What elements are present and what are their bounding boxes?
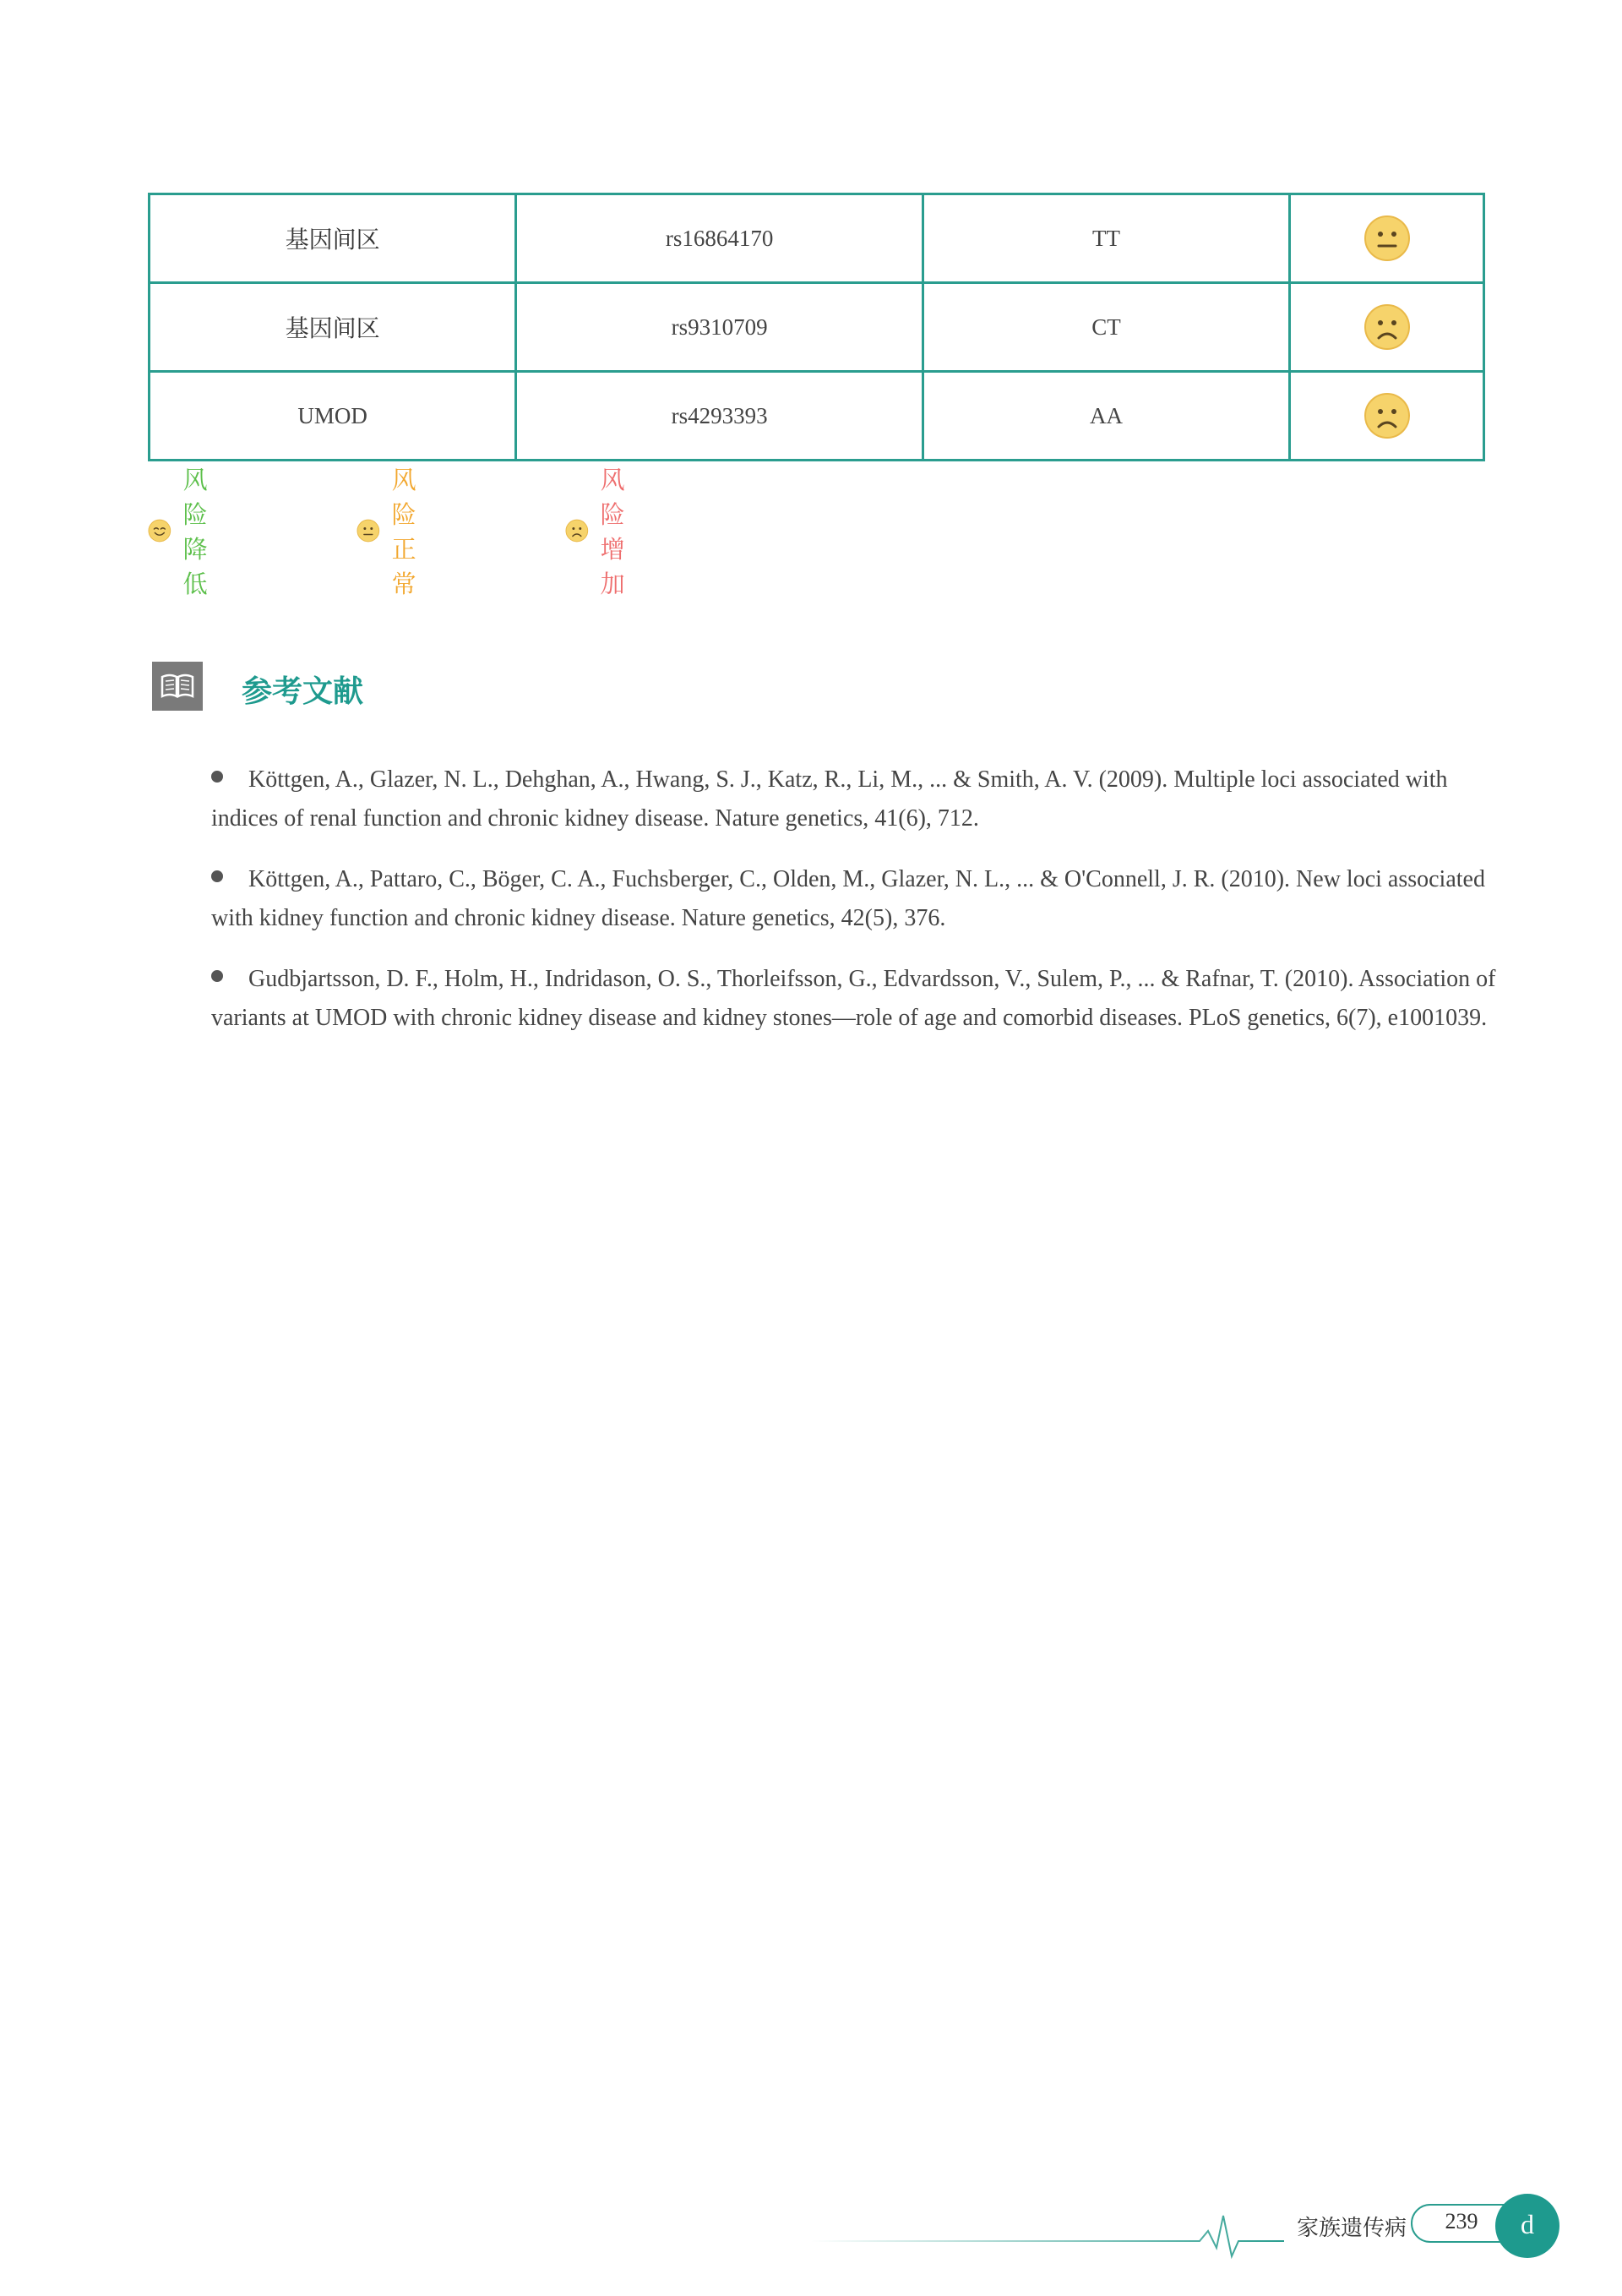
legend-label: 风险正常 <box>391 466 416 598</box>
legend-item-decreased <box>148 466 231 598</box>
legend-item-increased <box>565 466 649 598</box>
snp-cell: rs9310709 <box>516 283 923 372</box>
section-title: 参考文献 <box>242 674 364 709</box>
list-item <box>211 960 1504 1038</box>
page-number: 239 <box>1445 2209 1478 2233</box>
bullet-icon <box>211 970 223 982</box>
snp-cell: rs16864170 <box>516 194 923 283</box>
reference-list <box>211 761 1504 1060</box>
risk-cell <box>1290 194 1484 283</box>
risk-cell <box>1290 372 1484 461</box>
genotype-cell: CT <box>923 283 1289 372</box>
table-row <box>150 194 1484 283</box>
table-row <box>150 283 1484 372</box>
genotype-cell: TT <box>923 194 1289 283</box>
footer-section-name: 家族遗传病 <box>1297 2216 1407 2241</box>
list-item <box>211 761 1504 838</box>
bullet-icon <box>211 771 223 783</box>
sad-face-icon <box>565 507 589 554</box>
gene-cell: 基因间区 <box>150 194 516 283</box>
neutral-face-icon <box>1363 215 1411 262</box>
gene-cell: UMOD <box>150 372 516 461</box>
gene-cell: 基因间区 <box>150 283 516 372</box>
genotype-cell: AA <box>923 372 1289 461</box>
sad-face-icon <box>1363 392 1411 439</box>
reference-text: Gudbjartsson, D. F., Holm, H., Indridason, O. S., Thorleifsson, G., Edvardsson, V., Sulem, P., ... & Rafnar, T. (2010). Association of variants at UMOD with chronic kidney disease and kidney stones—role of age and comorbid diseases. PLoS genetics, 6(7), e1001039. <box>211 966 1496 1031</box>
sad-face-icon <box>1363 303 1411 351</box>
reference-text: Köttgen, A., Glazer, N. L., Dehghan, A., Hwang, S. J., Katz, R., Li, M., ... & Smith, A. V. (2009). Multiple loci associated with indices of renal function and chronic kidney disease. Nature genetics, 41(6), 712. <box>211 766 1448 832</box>
smiling-face-icon <box>148 507 171 554</box>
gene-result-table <box>148 193 1485 461</box>
open-book-icon <box>152 662 203 711</box>
legend-item-normal <box>357 466 440 598</box>
neutral-face-icon <box>357 507 380 554</box>
reference-text: Köttgen, A., Pattaro, C., Böger, C. A., Fuchsberger, C., Olden, M., Glazer, N. L., ... & O'Connell, J. R. (2010). New loci associated with kidney function and chronic kidney disease. Nature genetics, 42(5), 376. <box>211 866 1485 931</box>
risk-cell <box>1290 283 1484 372</box>
legend-label: 风险降低 <box>182 466 208 598</box>
legend-label: 风险增加 <box>600 466 625 598</box>
table-row <box>150 372 1484 461</box>
list-item <box>211 860 1504 938</box>
chapter-badge: d <box>1495 2194 1559 2258</box>
snp-cell: rs4293393 <box>516 372 923 461</box>
bullet-icon <box>211 870 223 882</box>
